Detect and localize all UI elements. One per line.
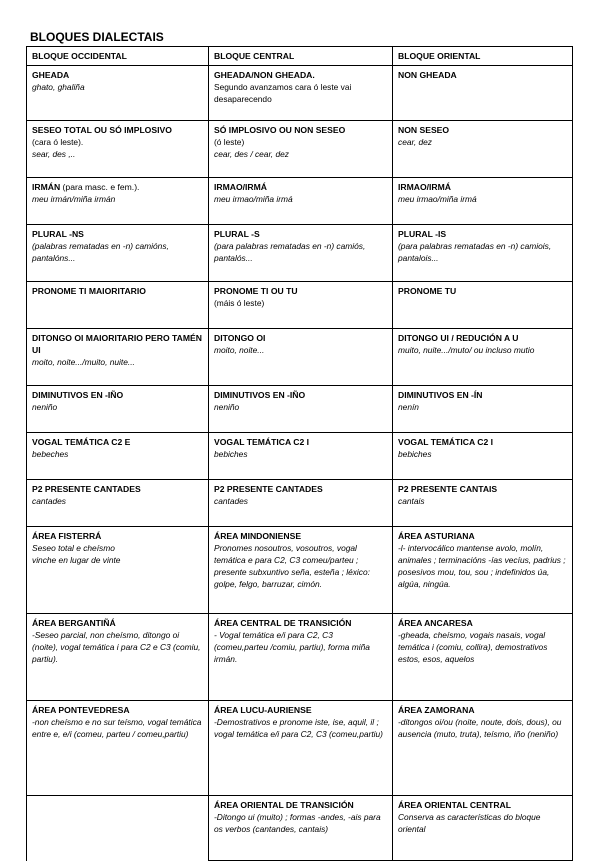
feature-title: DIMINUTIVOS EN -ÍN <box>398 390 483 400</box>
feature-example: (palabras rematadas en -n) camións, pantalóns... <box>32 241 169 263</box>
feature-title: ÁREA FISTERRÁ <box>32 531 102 541</box>
feature-title: VOGAL TEMÁTICA C2 I <box>398 437 494 447</box>
feature-example: bebeches <box>32 449 69 459</box>
feature-title: SÓ IMPLOSIVO OU NON SESEO <box>214 125 346 135</box>
feature-title: NON SESEO <box>398 125 450 135</box>
feature-title: PLURAL -IS <box>398 229 447 239</box>
feature-title: ÁREA MINDONIENSE <box>214 531 302 541</box>
cell-occidental <box>27 614 209 701</box>
feature-title: PLURAL -S <box>214 229 260 239</box>
feature-title: DIMINUTIVOS EN -IÑO <box>32 390 124 400</box>
cell-central <box>209 386 393 433</box>
cell-central <box>209 796 393 861</box>
feature-title: IRMAO/IRMÁ <box>214 182 267 192</box>
feature-example: -ditongos oi/ou (noite, noute, dois, dous), ou ausencia (muto, truta), teísmo, iño (neniño) <box>398 717 562 739</box>
table-row <box>27 480 573 527</box>
header-cell-occidental: BLOQUE OCCIDENTAL <box>27 47 209 66</box>
table-row <box>27 386 573 433</box>
feature-example: neniño <box>214 402 240 412</box>
feature-title: ÁREA CENTRAL DE TRANSICIÓN <box>214 618 352 628</box>
feature-example: moito, noite... <box>214 345 265 355</box>
feature-title: ÁREA ZAMORANA <box>398 705 475 715</box>
feature-example: neniño <box>32 402 58 412</box>
cell-central <box>209 66 393 121</box>
cell-oriental <box>393 329 573 386</box>
feature-example: -Seseo parcial, non cheísmo, ditongo oi (noite), vogal temática i para C2 e C3 (comiu, partiu). <box>32 630 201 664</box>
feature-title: VOGAL TEMÁTICA C2 I <box>214 437 310 447</box>
feature-example: bebiches <box>398 449 432 459</box>
feature-title: ÁREA ASTURIANA <box>398 531 475 541</box>
table-row <box>27 433 573 480</box>
cell-occidental <box>27 329 209 386</box>
header-cell-oriental: BLOQUE ORIENTAL <box>393 47 573 66</box>
feature-example: bebiches <box>214 449 248 459</box>
table-body <box>27 66 573 861</box>
cell-central <box>209 433 393 480</box>
table-row <box>27 66 573 121</box>
cell-central <box>209 121 393 178</box>
cell-occidental <box>27 282 209 329</box>
cell-central <box>209 480 393 527</box>
feature-note: Segundo avanzamos cara ó leste vai desaparecendo <box>214 82 352 104</box>
cell-oriental <box>393 66 573 121</box>
cell-oriental <box>393 796 573 861</box>
feature-title: DITONGO UI / REDUCIÓN A U <box>398 333 519 343</box>
cell-occidental <box>27 480 209 527</box>
table-row <box>27 282 573 329</box>
cell-oriental <box>393 225 573 282</box>
feature-example: cantades <box>214 496 248 506</box>
table-row <box>27 701 573 796</box>
feature-title: ÁREA LUCU-AURIENSE <box>214 705 312 715</box>
feature-title: ÁREA ORIENTAL DE TRANSICIÓN <box>214 800 354 810</box>
feature-title: PLURAL -NS <box>32 229 84 239</box>
feature-example: -Demostrativos e pronome iste, ise, aquil, il ; vogal temática e/i para C2, C3 (comeu,partiu) <box>214 717 383 739</box>
cell-occidental <box>27 701 209 796</box>
feature-example: -Ditongo ui (muito) ; formas -andes, -ais para os verbos (cantandes, cantais) <box>214 812 381 834</box>
table-row <box>27 796 573 861</box>
feature-example: cantades <box>32 496 66 506</box>
feature-title: ÁREA ORIENTAL CENTRAL <box>398 800 511 810</box>
feature-example: -non cheísmo e no sur teísmo, vogal temática entre e, e/i (comeu, parteu / comeu,partiu) <box>32 717 202 739</box>
table-row <box>27 527 573 614</box>
header-cell-central: BLOQUE CENTRAL <box>209 47 393 66</box>
feature-example: - Vogal temática e/i para C2, C3 (comeu,parteu /comiu, partiu), forma miña irmán. <box>214 630 370 664</box>
feature-example: muito, nuite.../muto/ ou incluso mutio <box>398 345 535 355</box>
feature-title: PRONOME TI MAIORITARIO <box>32 286 146 296</box>
cell-oriental <box>393 480 573 527</box>
cell-central <box>209 225 393 282</box>
feature-title: P2 PRESENTE CANTADES <box>214 484 323 494</box>
feature-title: DIMINUTIVOS EN -IÑO <box>214 390 306 400</box>
feature-example: nenín <box>398 402 419 412</box>
feature-example: (para palabras rematadas en -n) camiós, pantalós... <box>214 241 366 263</box>
cell-central <box>209 527 393 614</box>
cell-occidental <box>27 121 209 178</box>
feature-note: (máis ó leste) <box>214 298 265 308</box>
cell-oriental <box>393 121 573 178</box>
cell-occidental <box>27 225 209 282</box>
table-row <box>27 225 573 282</box>
feature-title: PRONOME TU <box>398 286 457 296</box>
header-row <box>27 47 573 66</box>
feature-example: moito, noite.../muito, nuite... <box>32 357 135 367</box>
feature-title: P2 PRESENTE CANTAIS <box>398 484 498 494</box>
feature-example: cear, des / cear, dez <box>214 149 289 159</box>
feature-example: ghato, ghaliña <box>32 82 85 92</box>
feature-title: NON GHEADA <box>398 70 457 80</box>
feature-note: (ó leste) <box>214 137 245 147</box>
feature-title: VOGAL TEMÁTICA C2 E <box>32 437 131 447</box>
cell-oriental <box>393 433 573 480</box>
feature-title: GHEADA/NON GHEADA. <box>214 70 315 80</box>
page-title: BLOQUES DIALECTAIS <box>30 30 164 44</box>
feature-title: ÁREA PONTEVEDRESA <box>32 705 130 715</box>
feature-example: Seseo total e cheísmo <box>32 543 115 553</box>
cell-oriental <box>393 701 573 796</box>
table-row <box>27 178 573 225</box>
feature-example: meu irmán/miña irmán <box>32 194 116 204</box>
cell-oriental <box>393 282 573 329</box>
cell-oriental <box>393 178 573 225</box>
cell-occidental <box>27 433 209 480</box>
cell-occidental <box>27 66 209 121</box>
feature-title: ÁREA BERGANTIÑÁ <box>32 618 116 628</box>
feature-example: cantais <box>398 496 425 506</box>
feature-title: ÁREA ANCARESA <box>398 618 473 628</box>
cell-oriental <box>393 386 573 433</box>
feature-note: (cara ó leste). <box>32 137 84 147</box>
feature-title: DITONGO OI <box>214 333 266 343</box>
feature-example: meu irmao/miña irmá <box>398 194 477 204</box>
feature-example: -gheada, cheísmo, vogais nasais, vogal temática i (comiu, collira), demostrativos estos, esos, aquelos <box>398 630 548 664</box>
feature-example: vinche en lugar de vinte <box>32 555 121 565</box>
table-row <box>27 329 573 386</box>
feature-example: (para palabras rematadas en -n) camiois, pantalois... <box>398 241 552 263</box>
cell-occidental <box>27 527 209 614</box>
dialect-blocks-table <box>26 46 573 861</box>
feature-example: Pronomes nosoutros, vosoutros, vogal temática e para C2, C3 comeu/parteu ; presente subxuntivo seña, esteña ; léxico: golpe, felgo, barruzar, cimón. <box>214 543 370 589</box>
feature-example: Conserva as características do bloque oriental <box>398 812 541 834</box>
cell-occidental <box>27 178 209 225</box>
feature-example: sear, des ,.. <box>32 149 76 159</box>
feature-title: IRMAO/IRMÁ <box>398 182 451 192</box>
empty-cell <box>27 796 209 861</box>
cell-oriental <box>393 614 573 701</box>
feature-example: meu irmao/miña irmá <box>214 194 293 204</box>
cell-central <box>209 701 393 796</box>
cell-central <box>209 329 393 386</box>
table-row <box>27 121 573 178</box>
feature-title: DITONGO OI MAIORITARIO PERO TAMÉN UI <box>32 333 202 355</box>
cell-occidental <box>27 386 209 433</box>
feature-title: SESEO TOTAL OU SÓ IMPLOSIVO <box>32 125 172 135</box>
feature-title: IRMÁN (para masc. e fem.). <box>32 182 140 192</box>
cell-central <box>209 614 393 701</box>
feature-example: cear, dez <box>398 137 432 147</box>
feature-example: -l- intervocálico mantense avolo, molín, animales ; terminacións -ías vecíus, padrius ; posesivos mou, tou, sou ; indefinidos úa, algúa, ningúa. <box>398 543 566 589</box>
cell-oriental <box>393 527 573 614</box>
feature-title-note: (para masc. e fem.). <box>60 182 140 192</box>
cell-central <box>209 178 393 225</box>
feature-title: P2 PRESENTE CANTADES <box>32 484 141 494</box>
table-row <box>27 614 573 701</box>
feature-title: GHEADA <box>32 70 70 80</box>
cell-central <box>209 282 393 329</box>
feature-title: PRONOME TI OU TU <box>214 286 298 296</box>
